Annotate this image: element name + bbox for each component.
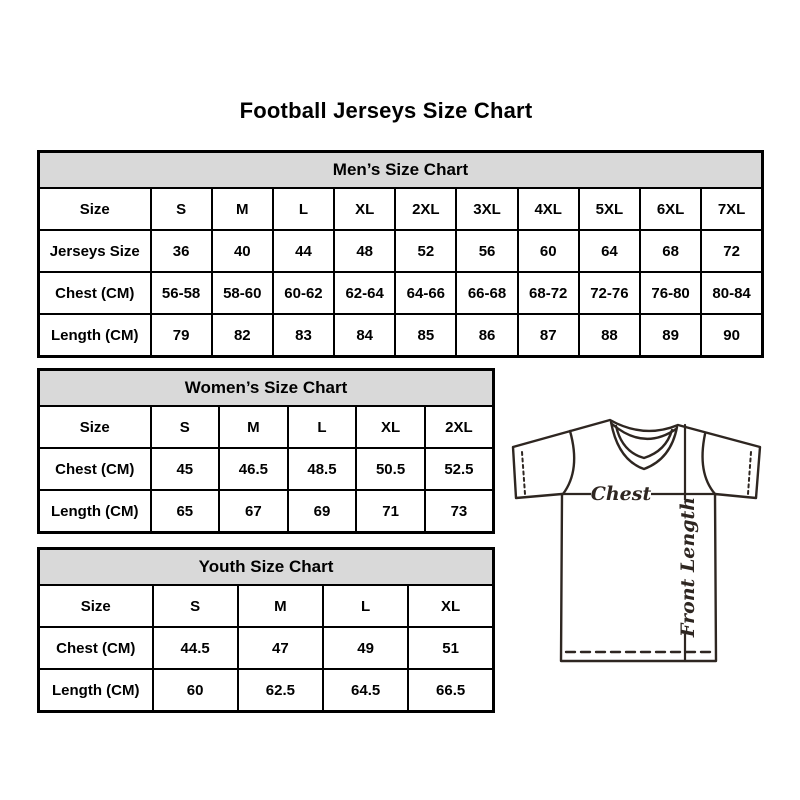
table-title: Youth Size Chart xyxy=(39,549,494,586)
table-cell: 46.5 xyxy=(219,448,288,490)
jersey-right-sleeve-seam-icon xyxy=(703,434,715,494)
page-title: Football Jerseys Size Chart xyxy=(239,98,533,123)
table-cell: 79 xyxy=(151,314,212,357)
table-cell: 52 xyxy=(395,230,456,272)
table-cell: 87 xyxy=(518,314,579,357)
table-cell: 64 xyxy=(579,230,640,272)
table-title: Women’s Size Chart xyxy=(39,370,494,407)
table-cell: 45 xyxy=(151,448,220,490)
table-cell: 76-80 xyxy=(640,272,701,314)
jersey-left-sleeve-seam-icon xyxy=(563,431,574,494)
column-header: 7XL xyxy=(701,188,762,230)
table-cell: 66.5 xyxy=(408,669,493,712)
column-header: 5XL xyxy=(579,188,640,230)
table-cell: 67 xyxy=(219,490,288,533)
table-cell: 47 xyxy=(238,627,323,669)
column-header: L xyxy=(288,406,357,448)
table-cell: 72 xyxy=(701,230,762,272)
table-cell: 68 xyxy=(640,230,701,272)
youth-size-table xyxy=(37,547,495,713)
table-cell: 62-64 xyxy=(334,272,395,314)
table-cell: 36 xyxy=(151,230,212,272)
column-header: L xyxy=(323,585,408,627)
table-cell: 48 xyxy=(334,230,395,272)
table-cell: 58-60 xyxy=(212,272,273,314)
column-header: M xyxy=(238,585,323,627)
column-header: 3XL xyxy=(456,188,517,230)
table-cell: 86 xyxy=(456,314,517,357)
column-header: S xyxy=(151,188,212,230)
table-title: Men’s Size Chart xyxy=(39,152,763,189)
table-cell: 49 xyxy=(323,627,408,669)
table-cell: 69 xyxy=(288,490,357,533)
row-label: Length (CM) xyxy=(39,490,151,533)
column-header: Size xyxy=(39,188,151,230)
column-header: L xyxy=(273,188,334,230)
row-label: Chest (CM) xyxy=(39,448,151,490)
table-cell: 60-62 xyxy=(273,272,334,314)
table-cell: 48.5 xyxy=(288,448,357,490)
table-cell: 40 xyxy=(212,230,273,272)
table-cell: 80-84 xyxy=(701,272,762,314)
column-header: Size xyxy=(39,585,153,627)
column-header: S xyxy=(151,406,220,448)
table-cell: 84 xyxy=(334,314,395,357)
table-cell: 56 xyxy=(456,230,517,272)
table-cell: 64-66 xyxy=(395,272,456,314)
table-cell: 90 xyxy=(701,314,762,357)
column-header: 4XL xyxy=(518,188,579,230)
table-cell: 72-76 xyxy=(579,272,640,314)
table-cell: 60 xyxy=(153,669,238,712)
table-cell: 62.5 xyxy=(238,669,323,712)
table-cell: 71 xyxy=(356,490,425,533)
left-cuff-stitch-line-icon xyxy=(522,452,525,494)
table-cell: 64.5 xyxy=(323,669,408,712)
table-cell: 56-58 xyxy=(151,272,212,314)
table-cell: 85 xyxy=(395,314,456,357)
table-cell: 88 xyxy=(579,314,640,357)
table-cell: 65 xyxy=(151,490,220,533)
front-length-label: Front Length xyxy=(677,496,699,638)
column-header: 2XL xyxy=(425,406,494,448)
table-cell: 89 xyxy=(640,314,701,357)
table-cell: 82 xyxy=(212,314,273,357)
row-label: Jerseys Size xyxy=(39,230,151,272)
row-label: Chest (CM) xyxy=(39,627,153,669)
table-cell: 52.5 xyxy=(425,448,494,490)
column-header: M xyxy=(212,188,273,230)
table-cell: 60 xyxy=(518,230,579,272)
table-cell: 44 xyxy=(273,230,334,272)
table-cell: 51 xyxy=(408,627,493,669)
right-cuff-stitch-line-icon xyxy=(748,452,751,494)
column-header: XL xyxy=(408,585,493,627)
row-label: Chest (CM) xyxy=(39,272,151,314)
mens-size-table xyxy=(37,150,764,358)
table-cell: 44.5 xyxy=(153,627,238,669)
row-label: Length (CM) xyxy=(39,669,153,712)
table-cell: 73 xyxy=(425,490,494,533)
column-header: Size xyxy=(39,406,151,448)
chest-label: Chest xyxy=(590,483,652,505)
row-label: Length (CM) xyxy=(39,314,151,357)
table-cell: 68-72 xyxy=(518,272,579,314)
column-header: 2XL xyxy=(395,188,456,230)
column-header: XL xyxy=(356,406,425,448)
jersey-measurement-diagram xyxy=(503,398,775,670)
column-header: S xyxy=(153,585,238,627)
table-cell: 66-68 xyxy=(456,272,517,314)
column-header: M xyxy=(219,406,288,448)
column-header: 6XL xyxy=(640,188,701,230)
column-header: XL xyxy=(334,188,395,230)
table-cell: 83 xyxy=(273,314,334,357)
table-cell: 50.5 xyxy=(356,448,425,490)
womens-size-table xyxy=(37,368,495,534)
